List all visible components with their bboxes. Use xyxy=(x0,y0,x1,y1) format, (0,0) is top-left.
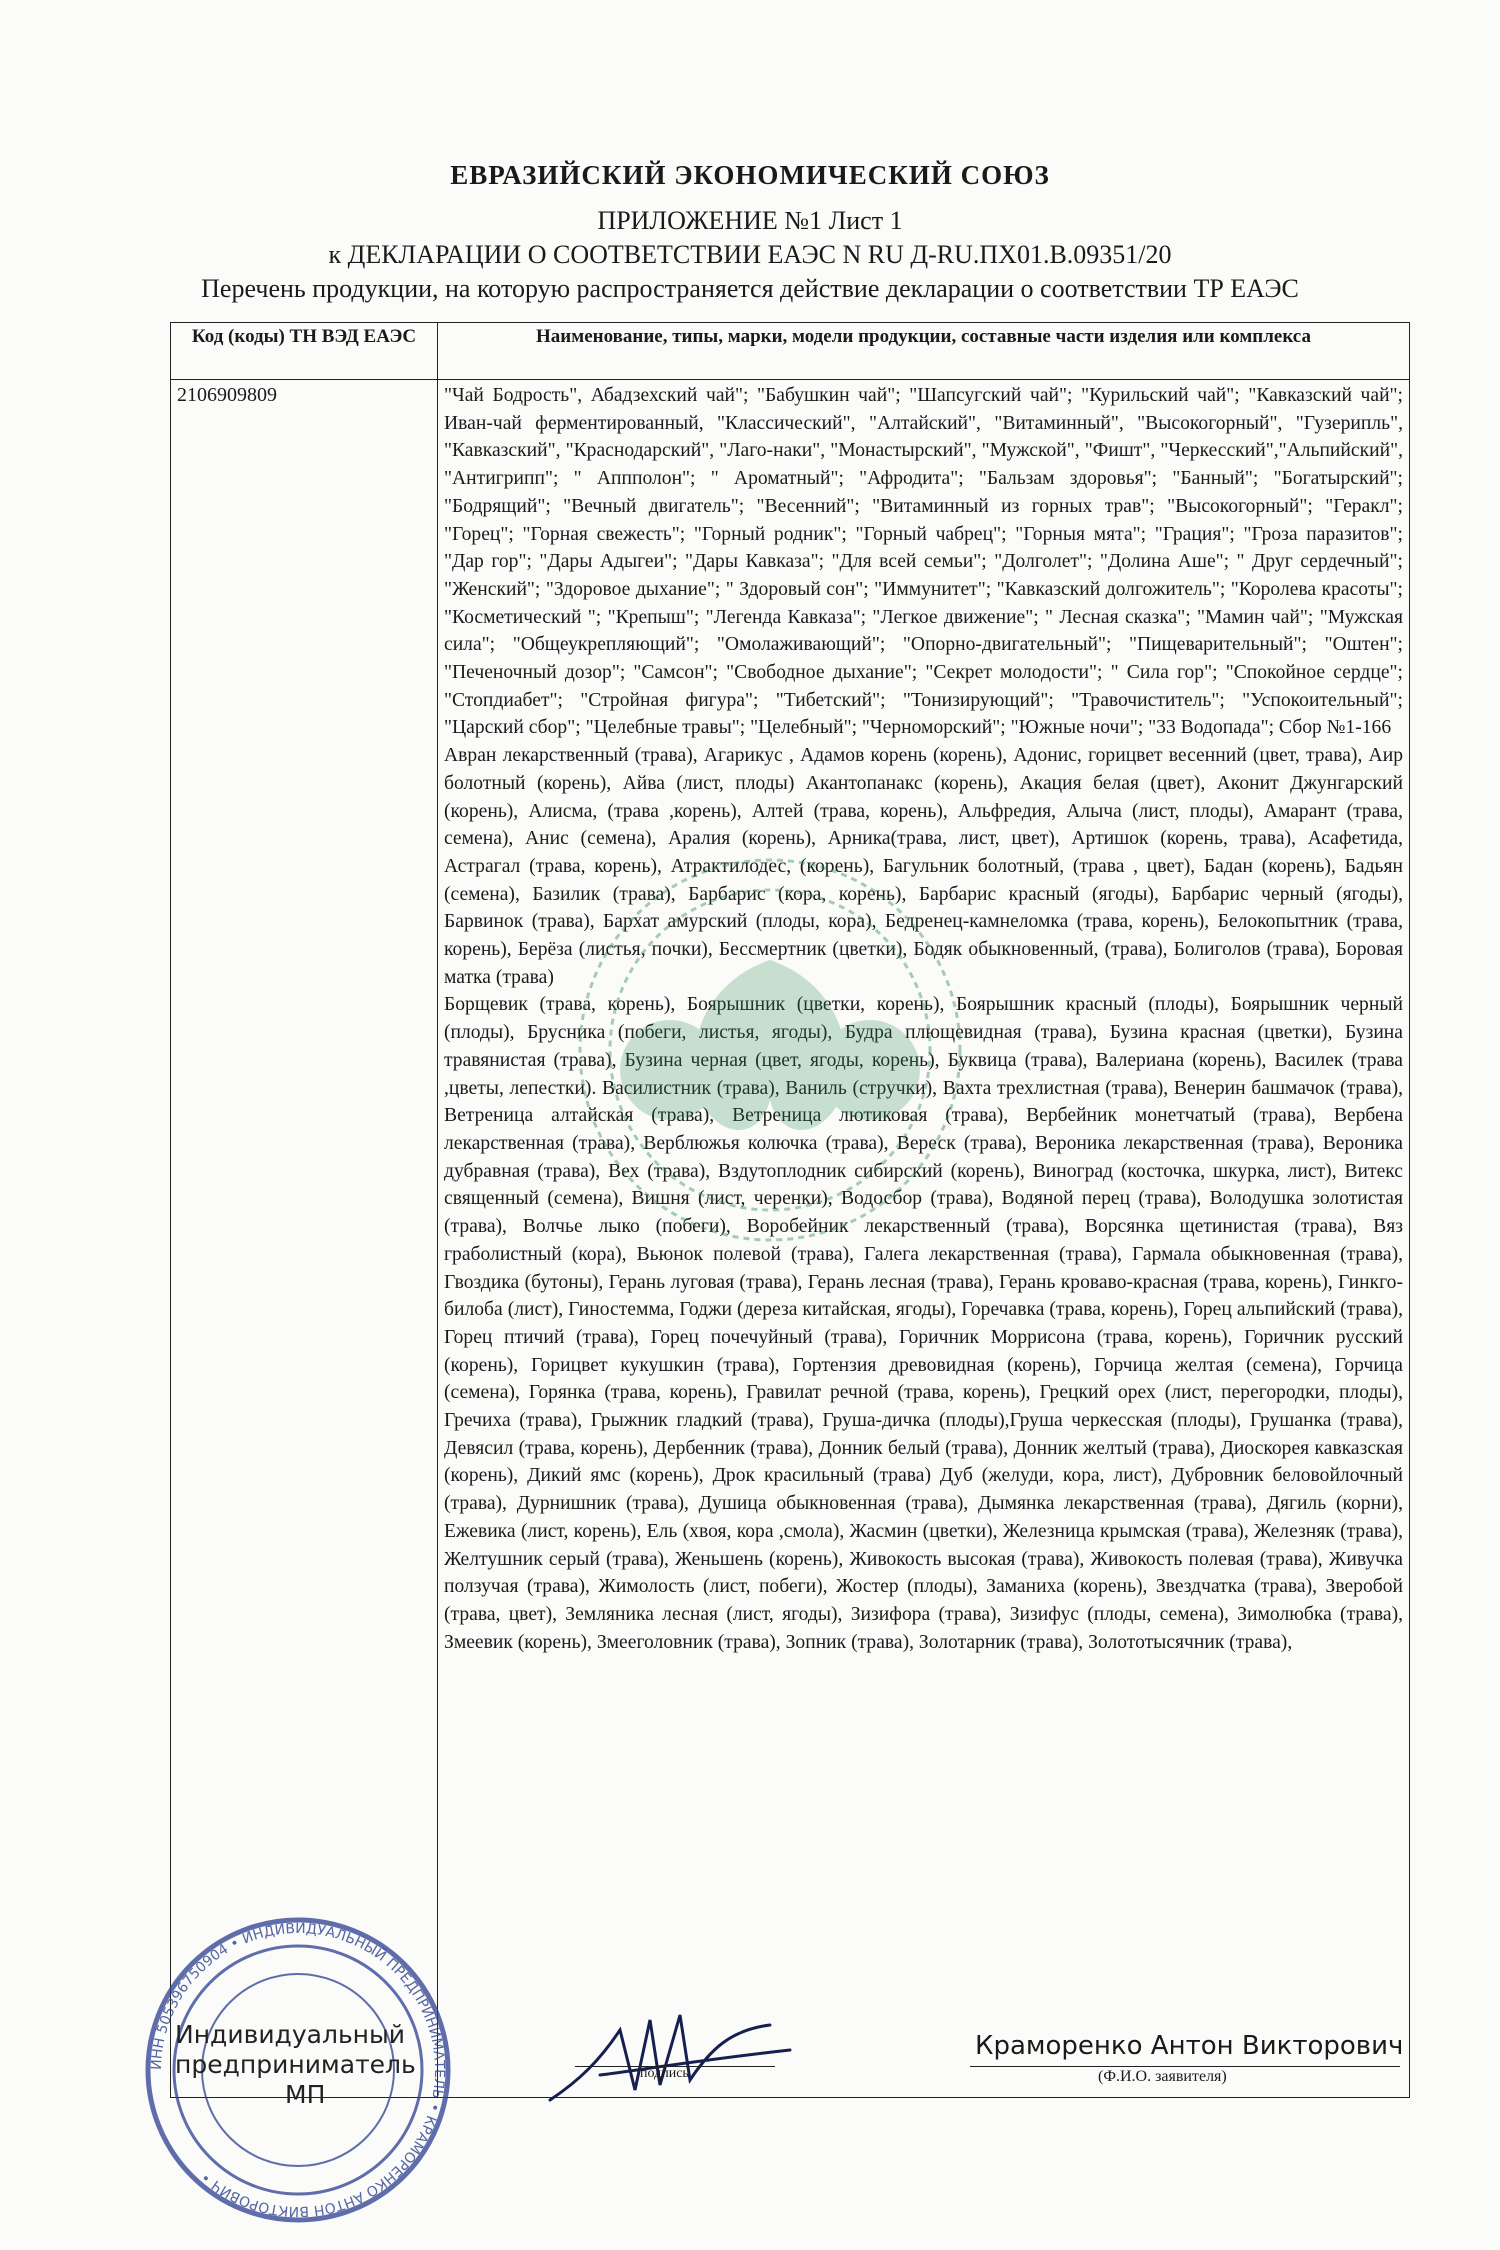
tnved-code: 2106909809 xyxy=(171,380,438,2098)
herb-list-2: Борщевик (трава, корень), Боярышник (цветки, корень), Боярышник красный (плоды), Боярышник черный (плоды), Брусника (побеги, листья, ягоды), Будра плющевидная (трава), Бузина красная (цветки), Бузина травянистая (трава), Бузина черная (цвет, ягоды, корень), Буквица (трава), Валериана (корень), Василек (трава ,цветы, лепестки). Василистник (трава), Ваниль (стручки), Вахта трехлистная (трава), Венерин башмачок (трава), Ветреница алтайская (трава), Ветреница лютиковая (трава), Вербейник монетчатый (трава), Вербена лекарственная (трава), Верблюжья колючка (трава), Вереск (трава), Вероника лекарственная (трава), Вероника дубравная (трава), Вех (трава), Вздутоплодник сибирский (корень), Виноград (косточка, шкурка, лист), Витекс священный (семена), Вишня (лист, черенки), Водосбор (трава), Водяной перец (трава), Володушка золотистая (трава), Волчье лыко (побеги), Воробейник лекарственный (трава), Ворсянка щетинистая (трава), Вяз граболистный (кора), Вьюнок полевой (трава), Галега лекарственная (трава), Гармала обыкновенная (трава), Гвоздика (бутоны), Герань луговая (трава), Герань лесная (трава), Герань кроваво-красная (трава, корень), Гинкго-билоба (лист), Гиностемма, Годжи (дереза китайская, ягоды), Горечавка (трава, корень), Горец альпийский (трава), Горец птичий (трава), Горец почечуйный (трава), Горичник Моррисона (трава, корень), Горичник русский (корень), Горицвет кукушкин (трава), Гортензия древовидная (корень), Горчица желтая (семена), Горчица (семена), Горянка (трава, корень), Гравилат речной (трава, корень), Грецкий орех (лист, перегородки, плоды), Гречиха (трава), Грыжник гладкий (трава), Груша-дичка (плоды),Груша черкесская (плоды), Грушанка (трава), Девясил (трава, корень), Дербенник (трава), Донник белый (трава), Донник желтый (трава), Диоскорея кавказская (корень), Дикий ямс (корень), Дрок красильный (трава) Дуб (желуди, кора, лист), Дубровник беловойлочный (трава), Дурнишник (трава), Душица обыкновенная (трава), Дымянка лекарственная (трава), Дягиль (корни), Ежевика (лист, корень), Ель (хвоя, кора ,смола), Жасмин (цветки), Железница крымская (трава), Железняк (трава), Желтушник серый (трава), Женьшень (корень), Живокость высокая (трава), Живокость полевая (трава), Живучка ползучая (трава), Жимолость (лист, побеги), Жостер (плоды), Заманиха (корень), Звездчатка (трава), Зверобой (трава, цвет), Земляника лесная (лист, ягоды), Зизифора (трава), Зизифус (плоды, семена), Зимолюбка (трава), Змеевик (корень), Змееголовник (трава), Зопник (трава), Золотарник (трава), Золототысячник (трава), xyxy=(444,994,1403,1653)
stamp-ring-text: ИНН 505396750904 • ИНДИВИДУАЛЬНЫЙ ПРЕДПРИНИМАТЕЛЬ • КРАМОРЕНКО АНТОН ВИКТОРОВИЧ • xyxy=(148,1920,448,2220)
stamp-line-2: предприниматель xyxy=(175,2050,416,2079)
column-header-name: Наименование, типы, марки, модели продукции, составные части изделия или комплекса xyxy=(438,323,1410,380)
document-subtitle: Перечень продукции, на которую распространяется действие декларации о соответствии ТР ЕАЭС xyxy=(201,274,1299,303)
stamp-line-1: Индивидуальный xyxy=(175,2020,406,2049)
stamp-inner-text xyxy=(175,2020,416,2110)
stamp-line-3: МП xyxy=(285,2080,326,2109)
appendix-title: ПРИЛОЖЕНИЕ №1 Лист 1 xyxy=(597,206,903,235)
declaration-title: к ДЕКЛАРАЦИИ О СООТВЕТСТВИИ ЕАЭС N RU Д-RU.ПХ01.В.09351/20 xyxy=(328,240,1172,269)
applicant-name-line xyxy=(970,2066,1400,2067)
table-header-row xyxy=(171,323,1410,380)
applicant-name: Краморенко Антон Викторович xyxy=(975,2031,1404,2061)
applicant-name-label: (Ф.И.О. заявителя) xyxy=(1098,2068,1227,2085)
union-title: ЕВРАЗИЙСКИЙ ЭКОНОМИЧЕСКИЙ СОЮЗ xyxy=(450,160,1050,190)
watermark-logo-icon xyxy=(560,840,980,1260)
column-header-code: Код (коды) ТН ВЭД ЕАЭС xyxy=(171,323,438,380)
brand-list: "Чай Бодрость", Абадзехский чай"; "Бабушкин чай"; "Шапсугский чай"; "Курильский чай"; "Кавказский чай"; Иван-чай ферментированный, "Классический", "Алтайский", "Витаминный", "Высокогорный", "Гузерипль", "Кавказский", "Краснодарский", "Лаго-наки", "Монастырский", "Мужской", "Фишт", "Черкесский","Альпийский", "Антигрипп"; " Аппполон"; " Ароматный"; "Афродита"; "Бальзам здоровья"; "Банный"; "Богатырский"; "Бодрящий"; "Вечный двигатель"; "Весенний"; "Витаминный из горных трав"; "Высокогорный"; "Геракл"; "Горец"; "Горная свежесть"; "Горный родник"; "Горный чабрец"; "Горныя мята"; "Грация"; "Гроза паразитов"; "Дар гор"; "Дары Адыгеи"; "Дары Кавказа"; "Для всей семьи"; "Долголет"; "Долина Аше"; " Друг сердечный"; "Женский"; "Здоровое дыхание"; " Здоровый сон"; "Иммунитет"; "Кавказский долгожитель"; "Королева красоты"; "Косметический "; "Крепыш"; "Легенда Кавказа"; "Легкое движение"; " Лесная сказка"; "Мамин чай"; "Мужская сила"; "Общеукрепляющий"; "Омолаживающий"; "Опорно-двигательный"; "Пищеварительный"; "Оштен"; "Печеночный дозор"; "Самсон"; "Свободное дыхание"; "Секрет молодости"; " Сила гор"; "Спокойное сердце"; "Стопдиабет"; "Стройная фигура"; "Тибетский"; "Тонизирующий"; "Травочиститель"; "Успокоительный"; "Царский сбор"; "Целебные травы"; "Целебный"; "Черноморский"; "Южные ночи"; "33 Водопада"; Сбор №1-166 xyxy=(444,385,1403,739)
signature-label: подпись xyxy=(640,2066,689,2081)
signature-scribble-icon xyxy=(540,1990,800,2110)
herb-list-1: Авран лекарственный (трава), Агарикус , Адамов корень (корень), Адонис, горицвет весенний (цвет, трава), Аир болотный (корень), Айва (лист, плоды) Акантопанакс (корень), Акация белая (цвет), Аконит Джунгарский (корень), Алисма, (трава ,корень), Алтей (трава, корень), Альфредия, Алыча (лист, плоды), Амарант (трава, семена), Анис (семена), Аралия (корень), Арника(трава, лист, цвет), Артишок (корень, трава), Асафетида, Астрагал (трава, корень), Атрактилодес, (корень), Багульник болотный, (трава , цвет), Бадан (корень), Бадьян (семена), Базилик (трава), Барбарис (кора, корень), Барбарис красный (ягоды), Барбарис черный (ягоды), Барвинок (трава), Бархат амурский (плоды, кора), Бедренец-камнеломка (трава, корень), Белокопытник (трава, корень), Берёза (листья, почки), Бессмертник (цветки), Бодяк обыкновенный, (трава), Болиголов (трава), Боровая матка (трава) xyxy=(444,745,1403,988)
